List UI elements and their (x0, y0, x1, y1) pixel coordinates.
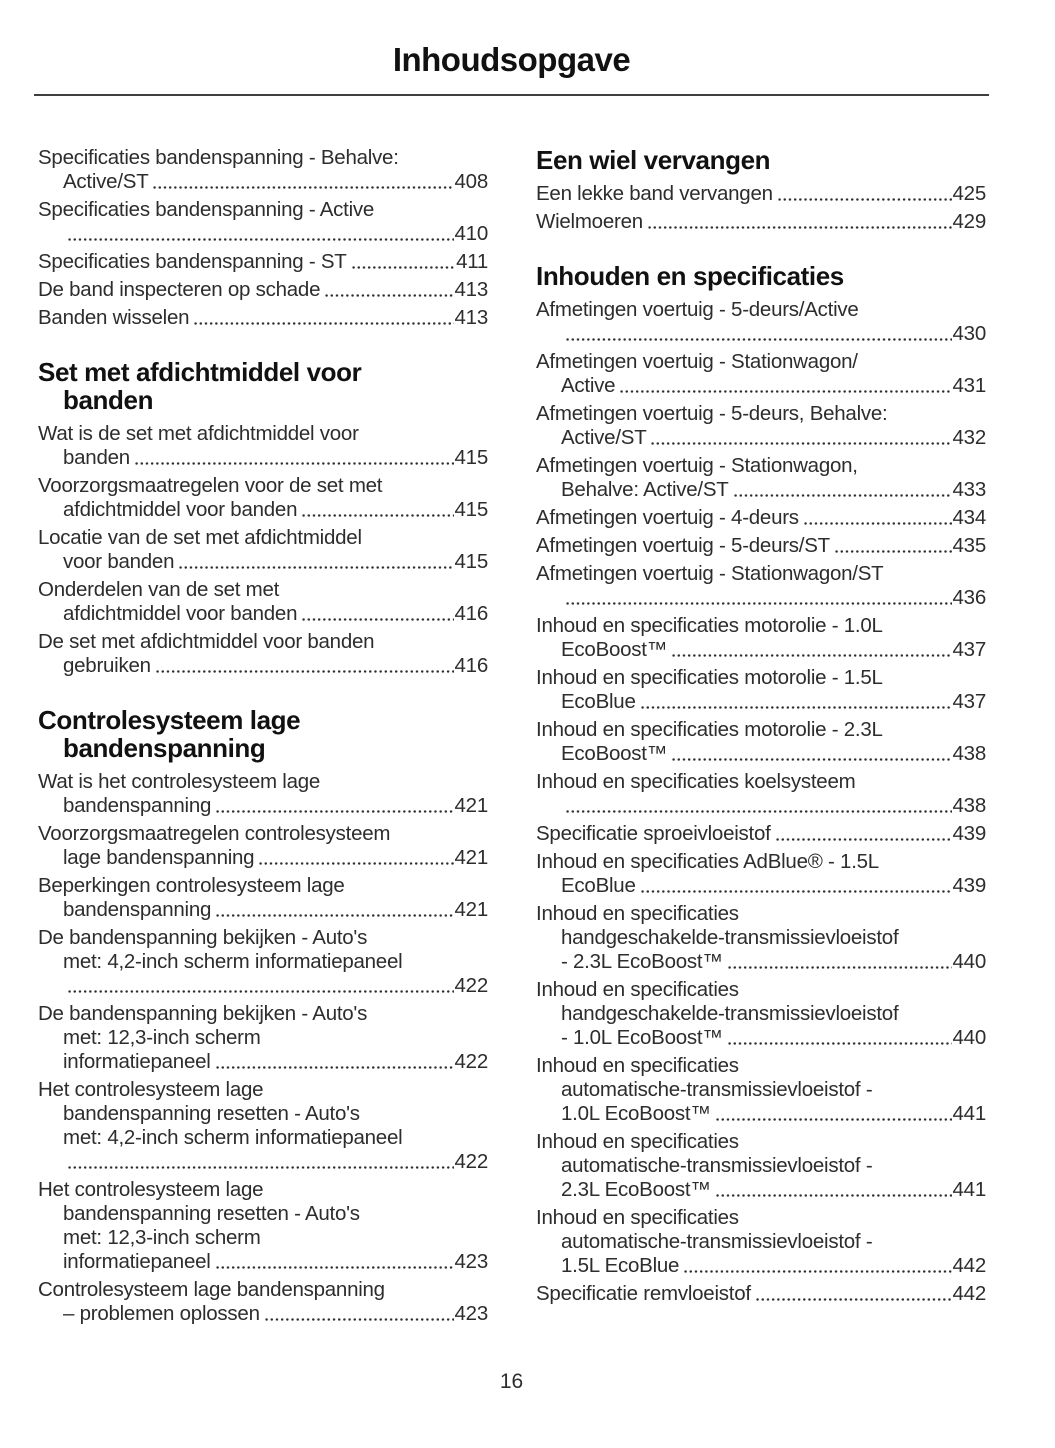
toc-entry-last-line (38, 898, 488, 922)
dot-leader (647, 210, 952, 234)
toc-entry-text: 1.5L EcoBlue (561, 1254, 680, 1277)
toc-entry-page-number: 413 (454, 306, 488, 329)
section-heading (38, 706, 488, 762)
toc-section (536, 262, 986, 1306)
toc-entry-line: Inhoud en specificaties (536, 902, 739, 925)
toc-entry-text: banden (63, 446, 130, 469)
toc-entry-last-line (38, 446, 488, 470)
toc-entry-line: Wat is het controlesysteem lage (38, 770, 321, 793)
dot-leader (215, 1050, 454, 1074)
title-rule (34, 94, 989, 96)
toc-entry-text: bandenspanning (63, 898, 212, 921)
toc-entry-line: Afmetingen voertuig - Stationwagon/ST (536, 562, 884, 585)
dot-leader (258, 846, 453, 870)
toc-entry-page-number: 433 (952, 478, 986, 501)
toc-entry-page-number: 425 (952, 182, 986, 205)
section-heading-line: banden (63, 385, 154, 415)
toc-entry-page-number: 437 (952, 690, 986, 713)
toc-entry-page-number: 416 (454, 602, 488, 625)
toc-entry-line: Afmetingen voertuig - 5-deurs/Active (536, 298, 859, 321)
toc-entry-page-number: 423 (454, 1302, 488, 1325)
toc-columns (34, 146, 989, 1330)
toc-entry-page-number: 422 (454, 974, 488, 997)
toc-entry (536, 562, 986, 610)
toc-entry-last-line (38, 250, 488, 274)
toc-entry-page-number: 431 (952, 374, 986, 397)
dot-leader (264, 1302, 454, 1326)
page-title: Inhoudsopgave (392, 41, 631, 78)
toc-entry-text: Afmetingen voertuig - 5-deurs/ST (536, 534, 830, 557)
dot-leader (775, 822, 952, 846)
toc-entry-page-number: 438 (952, 794, 986, 817)
toc-entry (536, 1054, 986, 1126)
toc-entry-last-line (536, 822, 986, 846)
dot-leader (640, 690, 952, 714)
toc-entry-last-line (38, 1150, 488, 1174)
toc-entry-text: Banden wisselen (38, 306, 190, 329)
toc-entry-page-number: 442 (952, 1282, 986, 1305)
toc-entry-last-line (38, 170, 488, 194)
toc-entry-page-number: 442 (952, 1254, 986, 1277)
toc-entry-page-number: 440 (952, 950, 986, 973)
toc-entry-text: informatiepaneel (63, 1250, 211, 1273)
toc-entry-last-line (38, 602, 488, 626)
toc-entry-line: met: 4,2-inch scherm informatiepaneel (63, 1126, 403, 1149)
toc-entry-text: Active (561, 374, 616, 397)
section-heading-line: Set met afdichtmiddel voor (38, 357, 362, 387)
toc-entry-text: afdichtmiddel voor banden (63, 498, 298, 521)
toc-entry-line: handgeschakelde-transmissievloeistof (561, 926, 899, 949)
toc-entry-line: Afmetingen voertuig - Stationwagon, (536, 454, 858, 477)
dot-leader (67, 222, 454, 246)
toc-column-left (38, 146, 488, 1330)
toc-entry-line: Afmetingen voertuig - 5-deurs, Behalve: (536, 402, 888, 425)
toc-entry-page-number: 413 (454, 278, 488, 301)
toc-entry-text: - 2.3L EcoBoost™ (561, 950, 723, 973)
toc-entry-line: Controlesysteem lage bandenspanning (38, 1278, 385, 1301)
dot-leader (215, 1250, 454, 1274)
toc-entry-line: automatische-transmissievloeistof - (561, 1230, 873, 1253)
toc-entry (536, 850, 986, 898)
dot-leader (67, 974, 454, 998)
toc-entry-text: gebruiken (63, 654, 151, 677)
toc-entry-line: Het controlesysteem lage (38, 1178, 264, 1201)
toc-entry-line: Inhoud en specificaties motorolie - 2.3L (536, 718, 883, 741)
toc-entry-page-number: 415 (454, 550, 488, 573)
dot-leader (155, 654, 454, 678)
toc-entry (536, 298, 986, 346)
toc-entry-last-line (38, 654, 488, 678)
dot-leader (671, 638, 952, 662)
toc-column-right (536, 146, 986, 1330)
toc-entry (38, 278, 488, 302)
toc-entry-last-line (536, 182, 986, 206)
toc-entry-page-number: 438 (952, 742, 986, 765)
dot-leader (755, 1282, 952, 1306)
dot-leader (565, 322, 952, 346)
toc-entry (536, 666, 986, 714)
toc-entry (38, 770, 488, 818)
toc-entry-page-number: 430 (952, 322, 986, 345)
toc-entry-text: Active/ST (561, 426, 647, 449)
dot-leader (671, 742, 952, 766)
toc-entry-line: Inhoud en specificaties motorolie - 1.0L (536, 614, 883, 637)
toc-entry-page-number: 422 (454, 1050, 488, 1073)
toc-entry-last-line (536, 638, 986, 662)
toc-entry-last-line (536, 506, 986, 530)
toc-entry-last-line (536, 210, 986, 234)
toc-entry-last-line (536, 426, 986, 450)
dot-leader (715, 1102, 952, 1126)
toc-entry-last-line (38, 498, 488, 522)
toc-entry-last-line (536, 1254, 986, 1278)
toc-entry-line: De set met afdichtmiddel voor banden (38, 630, 375, 653)
toc-entry (536, 506, 986, 530)
toc-entry-last-line (38, 222, 488, 246)
toc-entry-page-number: 415 (454, 446, 488, 469)
toc-entry (38, 306, 488, 330)
toc-entry-page-number: 429 (952, 210, 986, 233)
dot-leader (152, 170, 453, 194)
toc-entry-last-line (38, 1250, 488, 1274)
toc-entry-last-line (38, 278, 488, 302)
dot-leader (301, 602, 453, 626)
toc-entry-page-number: 410 (454, 222, 488, 245)
dot-leader (727, 1026, 952, 1050)
toc-entry-text: – problemen oplossen (63, 1302, 260, 1325)
toc-entry-text: lage bandenspanning (63, 846, 255, 869)
dot-leader (727, 950, 952, 974)
toc-entry-line: Voorzorgsmaatregelen controlesysteem (38, 822, 391, 845)
dot-leader (324, 278, 453, 302)
toc-entry-last-line (536, 374, 986, 398)
toc-entry-page-number: 421 (454, 898, 488, 921)
toc-entry-text: Een lekke band vervangen (536, 182, 773, 205)
toc-entry-last-line (38, 306, 488, 330)
toc-entry (38, 146, 488, 194)
toc-entry-page-number: 439 (952, 874, 986, 897)
dot-leader (134, 446, 454, 470)
toc-entry (536, 1130, 986, 1202)
toc-entry-text: EcoBoost™ (561, 742, 667, 765)
toc-entry (536, 614, 986, 662)
toc-entry-page-number: 435 (952, 534, 986, 557)
toc-entry-line: Afmetingen voertuig - Stationwagon/ (536, 350, 858, 373)
toc-entry-page-number: 415 (454, 498, 488, 521)
toc-entry-line: handgeschakelde-transmissievloeistof (561, 1002, 899, 1025)
toc-entry-last-line (38, 974, 488, 998)
toc-entry (38, 926, 488, 998)
toc-entry (536, 210, 986, 234)
toc-entry-line: Inhoud en specificaties (536, 1054, 739, 1077)
toc-entry-last-line (536, 534, 986, 558)
toc-entry-line: Inhoud en specificaties koelsysteem (536, 770, 856, 793)
toc-entry-last-line (38, 794, 488, 818)
toc-entry-page-number: 437 (952, 638, 986, 661)
dot-leader (733, 478, 952, 502)
toc-entry-line: Inhoud en specificaties (536, 978, 739, 1001)
toc-entry (38, 198, 488, 246)
toc-entry-line: Beperkingen controlesysteem lage (38, 874, 345, 897)
toc-entry-last-line (536, 794, 986, 818)
dot-leader (777, 182, 952, 206)
toc-entry-page-number: 432 (952, 426, 986, 449)
toc-entry-last-line (536, 1282, 986, 1306)
toc-entry-line: Inhoud en specificaties AdBlue® - 1.5L (536, 850, 879, 873)
toc-entry-text: Specificatie remvloeistof (536, 1282, 751, 1305)
toc-entry-page-number: 423 (454, 1250, 488, 1273)
toc-entry-page-number: 436 (952, 586, 986, 609)
section-heading (536, 262, 986, 290)
toc-entry-text: Wielmoeren (536, 210, 643, 233)
page-content (34, 0, 989, 1330)
dot-leader (215, 898, 453, 922)
toc-entry-line: Inhoud en specificaties motorolie - 1.5L (536, 666, 883, 689)
toc-entry (38, 1278, 488, 1326)
dot-leader (193, 306, 453, 330)
toc-entry-last-line (536, 1026, 986, 1050)
toc-entry (38, 1078, 488, 1174)
section-heading (536, 146, 986, 174)
toc-entry-line: De bandenspanning bekijken - Auto's (38, 1002, 368, 1025)
toc-entry-line: De bandenspanning bekijken - Auto's (38, 926, 368, 949)
toc-entry-last-line (536, 478, 986, 502)
toc-entry-page-number: 441 (952, 1178, 986, 1201)
toc-entry-page-number: 416 (454, 654, 488, 677)
toc-entry-text: EcoBlue (561, 690, 636, 713)
toc-entry-text: De band inspecteren op schade (38, 278, 321, 301)
dot-leader (565, 586, 952, 610)
toc-entry (38, 1178, 488, 1274)
toc-entry-line: Het controlesysteem lage (38, 1078, 264, 1101)
toc-entry-last-line (536, 950, 986, 974)
toc-entry-line: Inhoud en specificaties (536, 1130, 739, 1153)
toc-entry (536, 402, 986, 450)
toc-entry-text: Specificaties bandenspanning - ST (38, 250, 347, 273)
toc-entry-text: 1.0L EcoBoost™ (561, 1102, 711, 1125)
toc-entry-page-number: 421 (454, 846, 488, 869)
toc-entry (536, 1282, 986, 1306)
toc-entry-text: Behalve: Active/ST (561, 478, 729, 501)
toc-entry-last-line (536, 742, 986, 766)
section-heading-line: bandenspanning (63, 733, 266, 763)
toc-entry (536, 822, 986, 846)
toc-entry-text: Specificatie sproeivloeistof (536, 822, 771, 845)
toc-entry (536, 770, 986, 818)
toc-entry-line: Specificaties bandenspanning - Behalve: (38, 146, 399, 169)
toc-entry (536, 718, 986, 766)
dot-leader (715, 1178, 952, 1202)
section-heading-line: Inhouden en specificaties (536, 261, 844, 291)
toc-entry-line: automatische-transmissievloeistof - (561, 1078, 873, 1101)
toc-entry-page-number: 440 (952, 1026, 986, 1049)
toc-entry-last-line (536, 586, 986, 610)
toc-entry-line: Voorzorgsmaatregelen voor de set met (38, 474, 383, 497)
toc-entry (536, 182, 986, 206)
dot-leader (67, 1150, 454, 1174)
dot-leader (834, 534, 952, 558)
toc-entry-text: - 1.0L EcoBoost™ (561, 1026, 723, 1049)
toc-entry (38, 578, 488, 626)
toc-entry (536, 534, 986, 558)
dot-leader (640, 874, 952, 898)
toc-entry-text: Active/ST (63, 170, 149, 193)
dot-leader (683, 1254, 951, 1278)
toc-entry-line: Wat is de set met afdichtmiddel voor (38, 422, 359, 445)
toc-entry-line: Inhoud en specificaties (536, 1206, 739, 1229)
toc-entry-text: 2.3L EcoBoost™ (561, 1178, 711, 1201)
dot-leader (178, 550, 453, 574)
toc-entry (38, 250, 488, 274)
toc-entry-line: Onderdelen van de set met (38, 578, 280, 601)
toc-entry-line: Locatie van de set met afdichtmiddel (38, 526, 362, 549)
toc-entry (536, 350, 986, 398)
toc-entry-line: met: 4,2-inch scherm informatiepaneel (63, 950, 403, 973)
toc-section (38, 358, 488, 678)
dot-leader (351, 250, 456, 274)
toc-entry (536, 1206, 986, 1278)
toc-section (536, 146, 986, 234)
toc-entry-line: met: 12,3-inch scherm (63, 1226, 261, 1249)
toc-entry-last-line (536, 1102, 986, 1126)
toc-entry (536, 454, 986, 502)
toc-entry (536, 902, 986, 974)
toc-entry-line: bandenspanning resetten - Auto's (63, 1102, 360, 1125)
section-heading (38, 358, 488, 414)
toc-entry-last-line (38, 1302, 488, 1326)
toc-entry-last-line (536, 1178, 986, 1202)
toc-entry (38, 822, 488, 870)
dot-leader (650, 426, 951, 450)
toc-entry-text: bandenspanning (63, 794, 212, 817)
toc-entry-last-line (38, 1050, 488, 1074)
toc-entry-page-number: 441 (952, 1102, 986, 1125)
toc-entry-line: bandenspanning resetten - Auto's (63, 1202, 360, 1225)
toc-entry-last-line (38, 846, 488, 870)
section-heading-line: Een wiel vervangen (536, 145, 771, 175)
toc-section (38, 146, 488, 330)
toc-entry-page-number: 408 (454, 170, 488, 193)
toc-entry (38, 422, 488, 470)
dot-leader (619, 374, 951, 398)
toc-entry (38, 474, 488, 522)
toc-section (38, 706, 488, 1326)
toc-entry (38, 1002, 488, 1074)
toc-entry-text: afdichtmiddel voor banden (63, 602, 298, 625)
dot-leader (215, 794, 453, 818)
toc-entry-last-line (536, 690, 986, 714)
toc-entry-text: voor banden (63, 550, 175, 573)
toc-entry-text: Afmetingen voertuig - 4-deurs (536, 506, 799, 529)
toc-entry-line: met: 12,3-inch scherm (63, 1026, 261, 1049)
toc-entry-text: EcoBoost™ (561, 638, 667, 661)
toc-entry-page-number: 434 (952, 506, 986, 529)
toc-entry-page-number: 411 (456, 250, 488, 273)
footer-page-number: 16 (499, 1370, 524, 1393)
toc-entry-line: Specificaties bandenspanning - Active (38, 198, 375, 221)
toc-entry (38, 526, 488, 574)
toc-entry-last-line (38, 550, 488, 574)
toc-entry (536, 978, 986, 1050)
toc-entry-last-line (536, 322, 986, 346)
toc-entry-last-line (536, 874, 986, 898)
toc-entry (38, 874, 488, 922)
section-heading-line: Controlesysteem lage (38, 705, 301, 735)
dot-leader (565, 794, 952, 818)
toc-entry-text: EcoBlue (561, 874, 636, 897)
dot-leader (301, 498, 453, 522)
toc-entry-line: automatische-transmissievloeistof - (561, 1154, 873, 1177)
toc-entry-page-number: 439 (952, 822, 986, 845)
toc-entry-page-number: 421 (454, 794, 488, 817)
toc-entry-text: informatiepaneel (63, 1050, 211, 1073)
toc-entry-page-number: 422 (454, 1150, 488, 1173)
toc-entry (38, 630, 488, 678)
dot-leader (803, 506, 952, 530)
